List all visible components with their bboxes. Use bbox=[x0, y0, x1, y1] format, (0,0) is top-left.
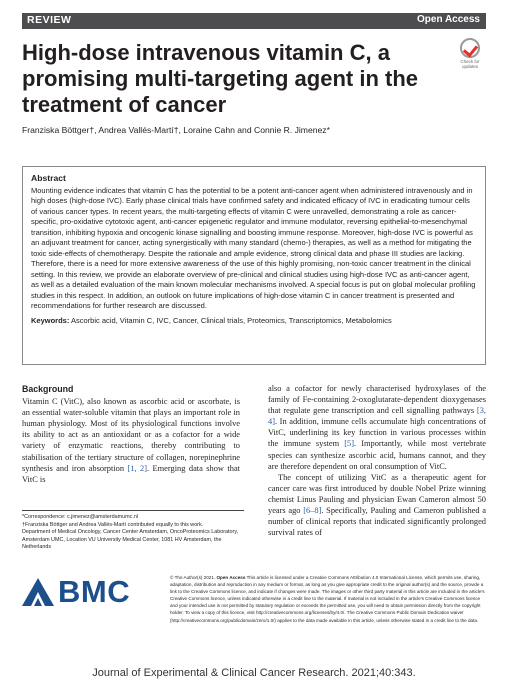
license-open-access: Open Access bbox=[216, 575, 246, 580]
bmc-logo bbox=[22, 572, 140, 612]
body-column-left bbox=[22, 384, 240, 485]
background-heading: Background bbox=[22, 384, 74, 394]
check-updates-icon bbox=[460, 38, 480, 58]
citation-link[interactable]: [6–8] bbox=[303, 506, 322, 516]
open-access-label: Open Access bbox=[417, 14, 480, 25]
background-paragraph-2: The concept of utilizing VitC as a therapeutic agent for cancer care was first introduced by double Nobel Prize winning chemist Linus Pauling and physician Ewan Cameron almost 50 years ago [6–8]. Specifically, Pauling and Cameron published a number of clinical reports that indicated significantly prolonged survival rates of bbox=[268, 472, 487, 538]
affiliation-note: Department of Medical Oncology, Cancer Center Amsterdam, OncoProteomics Laboratory, Amsterdam UMC, Location VU University Medical Center, 1081 HV Amsterdam, the Netherlands bbox=[22, 529, 239, 551]
bmc-logo-text: BMC bbox=[58, 574, 131, 609]
background-paragraph-1-cont: also a cofactor for newly characterised hydroxylases of the family of Fe-containing 2-oxoglutarate-dependent dioxygenases that regulate gene transcription and cell signalling pathways [3, 4]. In addition, immune cells accumulate high concentrations of VitC, underlining its key function in various processes within the immune system [5]. Importantly, while most vertebrate species can synthesize ascorbic acid, humans cannot, and they are therefore dependent on oral consumption of VitC. bbox=[268, 384, 486, 471]
correspondence-note: *Correspondence: c.jimenez@amsterdamumc.nl bbox=[22, 514, 139, 520]
citation-link[interactable]: [1, 2] bbox=[127, 463, 147, 473]
equal-contribution-note: †Franziska Böttger and Andrea Vallés-Martí contributed equally to this work. bbox=[22, 521, 204, 528]
background-paragraph-1: Vitamin C (VitC), also known as ascorbic acid or ascorbate, is an essential water-soluble vitamin that plays an important role in human physiology. Most of its physiological functions involve its ability to act as an antioxidant or as a cofactor for a wide variety of enzymatic reactions, thereby contributing to stabilisation of the tertiary structure of collagen, norepinephrine synthesis and iron absorption [1, 2]. Emerging data show that VitC is bbox=[22, 397, 240, 484]
author-list: Franziska Böttger†, Andrea Vallés-Martí†, Loraine Cahn and Connie R. Jimenez* bbox=[22, 125, 330, 135]
journal-citation: Journal of Experimental & Clinical Cancer Research. 2021;40:343. bbox=[92, 667, 416, 679]
abstract-text: Mounting evidence indicates that vitamin C has the potential to be a potent anti-cancer agent when administered intravenously and in high doses (high-dose IVC). Early phase clinical trials have confirmed safety and indicated efficacy of IVC in eradicating tumour cells of various cancer types. In recent years, the multi-targeting effects of vitamin C were unravelled, demonstrating a role as cancer-specific, pro-oxidative cytotoxic agent, anti-cancer epigenetic regulator and immune modulator, reversing epithelial-to-mesenchymal transition, inhibiting hypoxia and oncogenic kinase signalling and boosting immune response. Moreover, high-dose IVC is powerful as an adjuvant treatment for cancer, acting synergistically with many standard (chemo-) therapies, as well as a method for mitigating the toxic side-effects of chemotherapy. Despite the rationale and ample evidence, strong clinical data and phase III studies are lacking. Therefore, there is a need for more extensive awareness of the use of this highly promising, non-toxic cancer treatment in the clinical setting. In this review, we provide an elaborate overview of pre-clinical and clinical studies using high-dose IVC as anti-cancer agent, as well as a detailed evaluation of the main known molecular mechanisms involved. A special focus is put on global molecular profiling studies in this respect. In addition, an outlook on future implications of high-dose vitamin C in cancer treatment is presented and recommendations for further research are discussed. bbox=[31, 186, 476, 310]
keywords-line bbox=[31, 316, 477, 325]
keywords-label: Keywords: bbox=[31, 316, 70, 326]
citation-link[interactable]: [3, 4] bbox=[268, 406, 486, 427]
check-updates-label: Check for updates bbox=[460, 59, 480, 69]
article-type-bar bbox=[22, 13, 486, 29]
keywords-list: Ascorbic acid, Vitamin C, IVC, Cancer, Clinical trials, Proteomics, Transcriptomics, Metabolomics bbox=[71, 316, 392, 326]
article-title: High-dose intravenous vitamin C, a promising multi-targeting agent in the treatment of cancer bbox=[22, 40, 418, 117]
license-statement: © The Author(s) 2021. Open Access This article is licensed under a Creative Commons Attribution 4.0 International License, which permits use, sharing, adaptation, distribution and reproduction in any medium or format, as long as you give appropriate credit to the original author(s) and the source, provide a link to the Creative Commons licence, and indicate if changes were made. The images or other third party material in this article are included in the article's Creative Commons licence, unless indicated otherwise in a credit line to the material. If material is not included in the article's Creative Commons licence and your intended use is not permitted by statutory regulation or exceeds the permitted use, you will need to obtain permission directly from the copyright holder. To view a copy of this licence, visit http://creativecommons.org/licenses/by/4.0/. The Creative Commons Public Domain Dedication waiver (http://creativecommons.org/publicdomain/zero/1.0/) applies to the data made available in this article, unless otherwise stated in a credit line to the data. bbox=[170, 575, 485, 623]
abstract-heading: Abstract bbox=[31, 173, 66, 183]
check-for-updates-badge[interactable] bbox=[455, 38, 485, 70]
citation-link[interactable]: [5] bbox=[344, 439, 355, 449]
abstract-box bbox=[22, 166, 486, 365]
section-label: REVIEW bbox=[27, 14, 72, 26]
footnotes bbox=[22, 510, 244, 552]
bmc-logo-mark-icon bbox=[22, 578, 54, 606]
body-column-right bbox=[268, 383, 486, 538]
